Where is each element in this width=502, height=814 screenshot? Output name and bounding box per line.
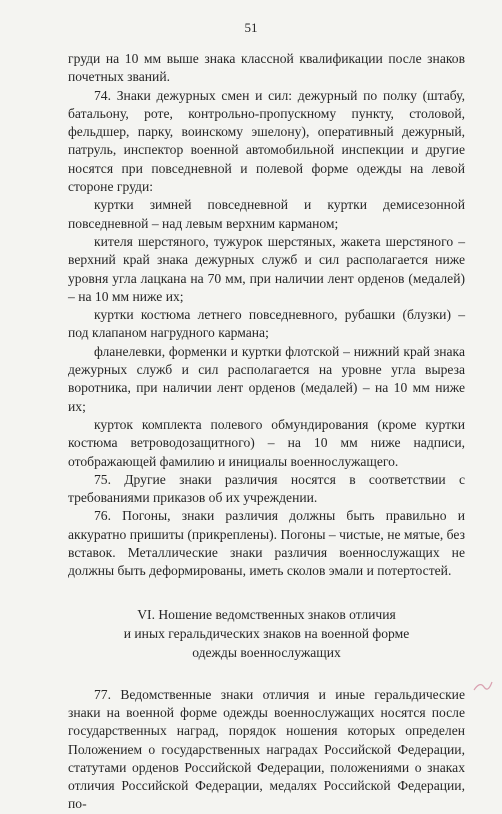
page-number: 51 <box>244 20 258 35</box>
section-heading <box>68 605 465 662</box>
paragraph: 75. Другие знаки различия носятся в соответствии с требованиями приказов об их учреждении. <box>68 471 465 506</box>
paragraph: груди на 10 мм выше знака классной квалификации после знаков почетных званий. <box>68 51 465 85</box>
pencil-mark <box>472 679 494 693</box>
paragraph: 76. Погоны, знаки различия должны быть правильно и аккуратно пришиты (прикреплены). Погоны – чистые, не мятые, без вставок. Металлические знаки различия военнослужащих не должны быть деформированы, иметь сколов эмали и потертостей. <box>68 508 465 579</box>
section-heading-line: VI. Ношение ведомственных знаков отличия <box>137 606 396 622</box>
paragraph: фланелевки, форменки и куртки флотской – нижний край знака дежурных служб и сил располагается на уровне угла выреза воротника, при наличии лент орденов (медалей) – на 10 мм ниже их; <box>68 343 465 414</box>
paragraphs <box>68 50 465 581</box>
paragraph: 74. Знаки дежурных смен и сил: дежурный по полку (штабу, батальону, роте, контрольно-пропускному пункту, столовой, фельдшер, парку, воинскому эшелону), оперативный дежурный, патруль, инспектор военной автомобильной инспекции и другие носятся при повседневной и полевой форме одежды на левой стороне груди: <box>68 87 465 195</box>
paragraph: курток комплекта полевого обмундирования (кроме куртки костюма ветроводозащитного) – на 10 мм ниже надписи, отображающей фамилию и инициалы военнослужащего. <box>68 416 465 469</box>
section-heading-line: и иных геральдических знаков на военной форме <box>123 625 410 641</box>
paragraph: 77. Ведомственные знаки отличия и иные геральдические знаки на военной форме одежды военнослужащих носятся после государственных наград, порядок ношения которых определен Положением о государственных наградах Российской Федерации, статутами орденов Российской Федерации, положениями о знаках отличия Российской Федерации, медалях Российской Федерации, по- <box>68 686 465 812</box>
paragraph: куртки зимней повседневной и куртки демисезонной повседневной – над левым верхним карманом; <box>68 197 465 231</box>
section-heading-line: одежды военнослужащих <box>192 644 341 660</box>
paragraph: кителя шерстяного, тужурок шерстяных, жакета шерстяного – верхний край знака дежурных служб и сил располагается ниже уровня угла лацкана на 70 мм, при наличии лент орденов (медалей) – на 10 мм ниже их; <box>68 233 465 304</box>
paragraph: куртки костюма летнего повседневного, рубашки (блузки) – под клапаном нагрудного кармана; <box>68 307 465 341</box>
paragraphs-after-heading <box>68 686 465 814</box>
body-text <box>68 50 465 814</box>
